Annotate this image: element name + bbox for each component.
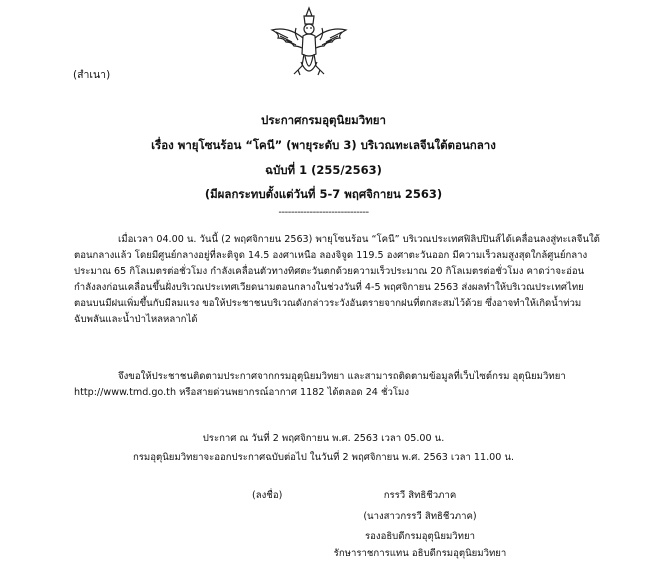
follow-paragraph [74,369,566,401]
issue-number: ฉบับที่ 1 (255/2563) [265,163,382,177]
garuda-emblem-icon [268,4,350,82]
body-line: ประมาณ 65 กิโลเมตรต่อชั่วโมง กำลังเคลื่อนตัวทางทิศตะวันตกด้วยความเร็วประมาณ 20 กิโลเมตรต่อชั่วโมง คาดว่าจะอ่อน [74,266,585,277]
signatory-full-name: (นางสาวกรรวี สิทธิชีวภาค) [363,511,477,522]
signatory-acting-role: รักษาราชการแทน อธิบดีกรมอุตุนิยมวิทยา [333,548,507,559]
next-issue-notice: กรมอุตุนิยมวิทยาจะออกประกาศฉบับต่อไป ในวันที่ 2 พฤศจิกายน พ.ศ. 2563 เวลา 11.00 น. [132,452,515,463]
signatory-position: รองอธิบดีกรมอุตุนิยมวิทยา [364,531,476,542]
page-title: ประกาศกรมอุตุนิยมวิทยา [261,113,386,127]
copy-label: (สำเนา) [73,69,111,81]
subject-heading: เรื่อง พายุโซนร้อน “โคนี” (พายุระดับ 3) บริเวณทะเลจีนใต้ตอนกลาง [151,138,496,152]
body-line: ฉับพลันและน้ำป่าไหลหลากได้ [74,314,198,325]
body-line: ตอนบนมีฝนเพิ่มขึ้นกับมีลมแรง ขอให้ประชาชนบริเวณดังกล่าวระวังอันตรายจากฝนที่ตกสะสมไว้ด้วย ซึ่งอาจทำให้เกิดน้ำท่วม [74,298,582,309]
body-paragraph [74,232,600,328]
signature-name: กรรวี สิทธิชีวภาค [383,490,457,501]
follow-line: จึงขอให้ประชาชนติดตามประกาศจากกรมอุตุนิยมวิทยา และสามารถติดตามข้อมูลที่เว็บไซต์กรม อุตุนิยมวิทยา [118,371,566,382]
announced-date: ประกาศ ณ วันที่ 2 พฤศจิกายน พ.ศ. 2563 เวลา 05.00 น. [202,433,445,444]
effect-period: (มีผลกระทบตั้งแต่วันที่ 5-7 พฤศจิกายน 2563) [204,187,443,201]
divider-line: ----------------------------- [278,207,369,218]
follow-line: http://www.tmd.go.th หรือสายด่วนพยากรณ์อากาศ 1182 ได้ตลอด 24 ชั่วโมง [74,387,410,398]
body-line: ตอนกลางแล้ว โดยมีศูนย์กลางอยู่ที่ละติจูด 14.5 องศาเหนือ ลองจิจูด 119.5 องศาตะวันออก มีความเร็วลมสูงสุดใกล้ศูนย์กลาง [74,250,588,261]
signed-label: (ลงชื่อ) [252,490,283,501]
body-line: กำลังลงก่อนเคลื่อนขึ้นฝั่งบริเวณประเทศเวียดนามตอนกลางในช่วงวันที่ 4-5 พฤศจิกายน 2563 ส่งผลทำให้บริเวณประเทศไทย [74,282,584,293]
body-line: เมื่อเวลา 04.00 น. วันนี้ (2 พฤศจิกายน 2563) พายุโซนร้อน “โคนี” บริเวณประเทศฟิลิปปินส์ได้เคลื่อนลงสู่ทะเลจีนใต้ [118,234,600,245]
